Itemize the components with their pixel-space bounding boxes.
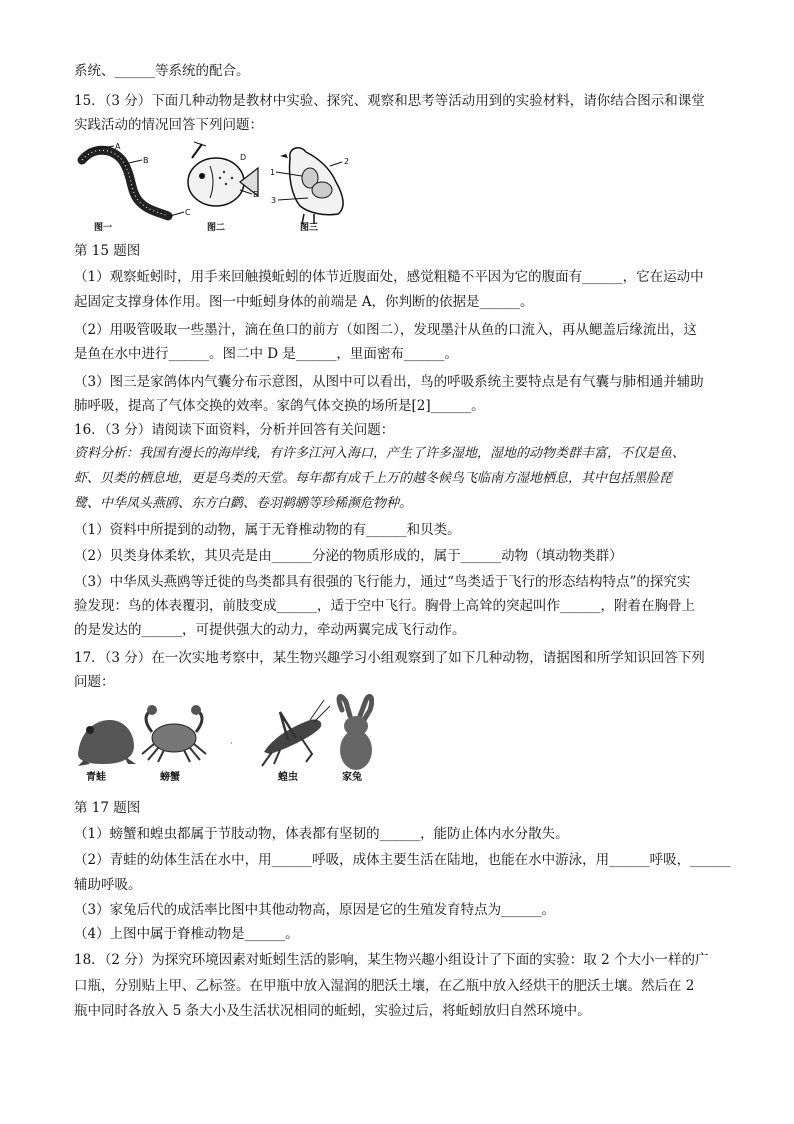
earthworm-label-c: C — [185, 208, 191, 217]
text-line: 口瓶，分别贴上甲、乙标签。在甲瓶中放入湿润的肥沃土壤，在乙瓶中放入经烘干的肥沃土壤。然后在 2 — [74, 978, 695, 994]
animal-label-crab: 螃蟹 — [160, 772, 180, 783]
figure-17 — [74, 692, 374, 788]
crab-illustration — [142, 705, 206, 783]
text-line: （3）图三是家鸽体内气囊分布示意图，从图中可以看出，鸟的呼吸系统主要特点是有气囊与肺相通并辅助 — [74, 374, 704, 390]
figure-17-label: 第 17 题图 — [74, 800, 141, 816]
text-line: （2）用吸管吸取一些墨汁，滴在鱼口的前方（如图二），发现墨汁从鱼的口流入，再从鳃盖后缘流出，这 — [74, 322, 697, 338]
text-line: 实践活动的情况回答下列问题： — [74, 117, 263, 133]
pigeon-label-1: 1 — [270, 168, 276, 177]
text-line: （1）螃蟹和蝗虫都属于节肢动物，体表都有坚韧的______，能防止体内水分散失。 — [74, 826, 569, 842]
text-line: （3）家兔后代的成活率比图中其他动物高，原因是它的生殖发育特点为______。 — [74, 902, 556, 918]
pigeon-label-2: 2 — [344, 157, 350, 166]
text-line: 问题： — [74, 674, 115, 690]
separator-dot: · — [230, 739, 233, 748]
text-line: 辅助呼吸。 — [74, 877, 142, 893]
resource-text: 虾、贝类的栖息地，更是鸟类的天堂。每年都有成千上万的越冬候鸟飞临南方湿地栖息，其中包括黑脸琵 — [74, 471, 673, 486]
question-17-title: 17．（3 分）在一次实地考察中，某生物兴趣学习小组观察到了如下几种动物，请据图和所学知识回答下列 — [74, 650, 705, 666]
earthworm-label-b: B — [143, 156, 149, 165]
fish-label-d: D — [240, 153, 247, 162]
animal-label-grasshopper: 蝗虫 — [278, 772, 298, 783]
earthworm-label-a: A — [115, 142, 121, 151]
animal-label-frog: 青蛙 — [86, 772, 106, 783]
figure-15 — [74, 138, 354, 234]
grasshopper-illustration — [262, 700, 330, 783]
question-15-title: 15．（3 分）下面几种动物是教材中实验、探究、观察和思考等活动用到的实验材料，请你结合图示和课堂 — [74, 93, 705, 109]
figure-caption-3: 图三 — [300, 223, 319, 233]
text-line: 验发现：鸟的体表覆羽，前肢变成______，适于空中飞行。胸骨上高耸的突起叫作______，附着在胸骨上 — [74, 598, 695, 614]
text-line: 的是发达的______，可提供强大的动力，牵动两翼完成飞行动作。 — [74, 622, 466, 638]
text-line: 系统、______等系统的配合。 — [74, 63, 250, 79]
earthworm-illustration — [82, 142, 191, 233]
frog-illustration — [78, 720, 136, 783]
text-line: 起固定支撑身体作用。图一中蚯蚓身体的前端是 A，你判断的依据是______。 — [74, 294, 534, 310]
figure-15-label: 第 15 题图 — [74, 243, 141, 259]
figure-caption-1: 图一 — [94, 223, 113, 233]
text-line: 瓶中同时各放入 5 条大小及生活状况相同的蚯蚓，实验过后，将蚯蚓放归自然环境中。 — [74, 1003, 591, 1019]
question-18-title: 18．（2 分）为探究环境因素对蚯蚓生活的影响，某生物兴趣小组设计了下面的实验：取 2 个大小一样的广 — [74, 952, 709, 968]
text-line: 是鱼在水中进行______。图二中 D 是______，里面密布______。 — [74, 346, 458, 362]
resource-text: 资料分析：我国有漫长的海岸线，有许多江河入海口，产生了许多湿地，湿地的动物类群丰富，不仅是鱼、 — [74, 446, 686, 461]
animal-label-rabbit: 家兔 — [342, 772, 362, 783]
pigeon-illustration — [270, 148, 349, 233]
figure-caption-2: 图二 — [207, 223, 226, 233]
text-line: （2）贝类身体柔软，其贝壳是由______分泌的物质形成的，属于______动物（填动物类群） — [74, 548, 623, 564]
text-line: 肺呼吸，提高了气体交换的效率。家鸽气体交换的场所是[2]______。 — [74, 398, 485, 414]
question-16-title: 16．（3 分）请阅读下面资料，分析并回答有关问题： — [74, 422, 395, 438]
text-line: （1）观察蚯蚓时，用手来回触摸蚯蚓的体节近腹面处，感觉粗糙不平因为它的腹面有______，它在运动中 — [74, 269, 704, 285]
resource-text: 鹭、中华凤头燕鸥、东方白鹳、卷羽鹈鹕等珍稀濒危物种。 — [74, 496, 413, 511]
rabbit-illustration — [339, 696, 372, 783]
pigeon-label-3: 3 — [271, 196, 277, 205]
fish-illustration — [188, 142, 258, 233]
text-line: （1）资料中所提到的动物，属于无脊椎动物的有______和贝类。 — [74, 522, 461, 538]
fish-label-e: E — [253, 190, 259, 199]
text-line: （3）中华凤头燕鸥等迁徙的鸟类都具有很强的飞行能力，通过“鸟类适于飞行的形态结构特点”的探究实 — [74, 574, 691, 590]
text-line: （2）青蛙的幼体生活在水中，用______呼吸，成体主要生活在陆地，也能在水中游泳，用______呼吸，______ — [74, 852, 731, 868]
text-line: （4）上图中属于脊椎动物是______。 — [74, 926, 299, 942]
